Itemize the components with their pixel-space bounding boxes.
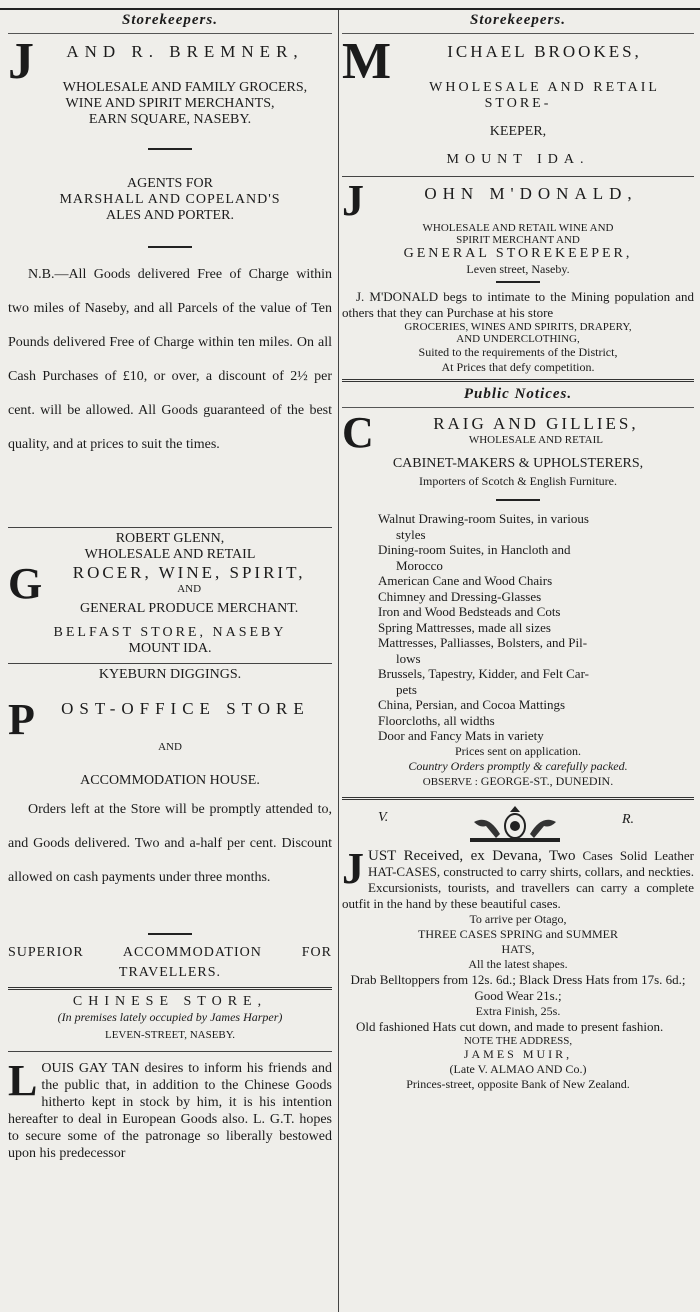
brookes-line1: WHOLESALE AND RETAIL STORE- — [429, 80, 660, 111]
kyeburn-title: KYEBURN DIGGINGS. — [98, 667, 242, 682]
mcdonald-line2: SPIRIT MERCHANT AND — [456, 234, 580, 246]
mcdonald-prices: At Prices that defy competition. — [441, 360, 595, 374]
left-section-header: Storekeepers. — [8, 12, 332, 34]
glenn-line2: ROCER, WINE, SPIRIT, — [72, 563, 306, 582]
mcdonald-suited: Suited to the requirements of the District, — [418, 345, 618, 359]
kyeburn-line2: ACCOMMODATION HOUSE. — [80, 773, 260, 788]
right-section-header: Storekeepers. — [342, 12, 694, 34]
craig-item: styles — [396, 526, 426, 542]
brookes-initial: M — [342, 33, 392, 90]
rule — [8, 527, 332, 528]
craig-item: Brussels, Tapestry, Kidder, and Felt Car- — [378, 666, 589, 681]
royal-crest-icon — [460, 804, 570, 844]
muir-body: Cases Solid Leather HAT-CASES, constructed to carry shirts, collars, and neckties. Excursionists, tourists, and travellers can carry a complete outfit in the hand by these beautiful cases. — [342, 847, 694, 911]
craig-gillies-advert — [342, 408, 694, 789]
glenn-line4: BELFAST STORE, NASEBY — [53, 625, 287, 640]
right-column — [342, 12, 694, 1092]
muir-line1: UST Received, ex Devana, Two — [368, 847, 576, 864]
short-rule — [148, 148, 192, 150]
mcdonald-name: OHN M'DONALD, — [424, 184, 638, 203]
bremner-line2: WINE AND SPIRIT MERCHANTS, — [65, 96, 275, 111]
bremner-advert — [8, 33, 332, 524]
mcdonald-goods1: GROCERIES, WINES AND SPIRITS, DRAPERY, — [404, 321, 632, 333]
mcdonald-line3: GENERAL STOREKEEPER, — [403, 246, 633, 261]
mcdonald-initial: J — [342, 176, 364, 225]
craig-country: Country Orders promptly & carefully packed. — [408, 758, 628, 773]
bremner-agents2: MARSHALL AND COPELAND'S — [59, 192, 281, 207]
kyeburn-advert — [8, 667, 332, 983]
bremner-initial: J — [8, 33, 34, 90]
craig-item-list — [342, 511, 694, 744]
muir-james: JAMES MUIR, — [463, 1046, 573, 1061]
chinese-body: OUIS GAY TAN desires to inform his friends and the public that, in addition to the Chinese Goods hitherto kept in stock by him, it is his intention hereafter to deal in European Goods also. L. G.T. hopes to secure some of the patronage so liberally bestowed upon his predecessor — [8, 1061, 332, 1161]
muir-hats: HATS, — [501, 941, 535, 956]
mcdonald-goods2: AND UNDERCLOTHING, — [456, 333, 580, 345]
brookes-name: ICHAEL BROOKES, — [447, 42, 642, 61]
muir-extra: Extra Finish, 25s. — [475, 1003, 561, 1018]
brookes-advert — [342, 33, 694, 168]
muir-arrive: To arrive per Otago, — [469, 911, 567, 926]
muir-initial: J — [342, 843, 364, 893]
craig-prices: Prices sent on application. — [455, 743, 581, 758]
glenn-and: AND — [177, 583, 202, 595]
mcdonald-advert — [342, 176, 694, 375]
kyeburn-superior: SUPERIOR ACCOMMODATION FOR TRAVELLERS. — [8, 945, 332, 980]
craig-item: pets — [396, 681, 417, 697]
craig-line2: CABINET-MAKERS & UPHOLSTERERS, — [392, 456, 644, 471]
muir-body-wrap — [342, 843, 694, 912]
muir-late: (Late V. ALMAO AND Co.) — [449, 1061, 587, 1076]
glenn-line3: GENERAL PRODUCE MERCHANT. — [80, 601, 299, 616]
column-divider — [338, 10, 339, 1312]
brookes-line3: MOUNT IDA. — [446, 152, 590, 167]
bremner-name: AND R. BREMNER, — [66, 42, 304, 61]
muir-advert — [342, 804, 694, 1092]
glenn-initial: G — [8, 559, 43, 608]
bremner-agents1: AGENTS FOR — [127, 176, 213, 191]
craig-initial: C — [342, 408, 374, 457]
craig-item: Mattresses, Palliasses, Bolsters, and Pil- — [378, 635, 588, 650]
craig-item: Floorcloths, all widths — [378, 712, 495, 728]
muir-latest: All the latest shapes. — [468, 956, 568, 971]
rule — [342, 176, 694, 177]
short-rule — [496, 281, 540, 283]
craig-item: Door and Fancy Mats in variety — [378, 728, 544, 743]
kyeburn-body: Orders left at the Store will be promptly attended to, and Goods delivered. Two and a-half per cent. Discount allowed on cash payments under three months. — [8, 802, 332, 885]
mcdonald-line1: WHOLESALE AND RETAIL WINE AND — [422, 222, 614, 234]
double-rule — [342, 797, 694, 800]
mcdonald-line4: Leven street, Naseby. — [466, 262, 570, 276]
kyeburn-initial: P — [8, 695, 35, 744]
short-rule — [148, 933, 192, 935]
chinese-body-wrap — [8, 1060, 332, 1196]
muir-note: NOTE THE ADDRESS, — [463, 1034, 573, 1047]
craig-item: lows — [396, 650, 421, 666]
craig-item: Morocco — [396, 557, 443, 573]
craig-item: American Cane and Wood Chairs — [378, 573, 553, 588]
muir-three: THREE CASES SPRING and SUMMER — [417, 926, 619, 941]
notices-header: Public Notices. — [342, 386, 694, 408]
bremner-agents3: ALES AND PORTER. — [106, 208, 234, 223]
muir-v: V. — [378, 809, 389, 825]
craig-item: Dining-room Suites, in Hancloth and — [378, 542, 571, 557]
kyeburn-line1: OST-OFFICE STORE — [61, 699, 310, 718]
rule — [8, 1051, 332, 1052]
chinese-store-advert — [8, 994, 332, 1196]
mcdonald-body: J. M'DONALD begs to intimate to the Mining population and others that they can Purchase at his store — [342, 289, 694, 320]
glenn-name: ROBERT GLENN, — [115, 531, 225, 546]
chinese-premises: (In premises lately occupied by James Harper) — [57, 1010, 283, 1024]
observe-label: OBSERVE : — [422, 775, 478, 788]
double-rule — [8, 987, 332, 990]
chinese-street: LEVEN-STREET, NASEBY. — [104, 1029, 236, 1041]
craig-observe — [342, 774, 694, 789]
left-column — [8, 12, 332, 1196]
craig-item: China, Persian, and Cocoa Mattings — [378, 697, 566, 712]
bremner-line1: WHOLESALE AND FAMILY GROCERS, — [62, 80, 308, 95]
glenn-line1: WHOLESALE AND RETAIL — [84, 547, 256, 562]
muir-drab: Drab Belltoppers from 12s. 6d.; Black Dress Hats from 17s. 6d.; Good Wear 21s.; — [350, 971, 686, 1003]
bremner-line3: EARN SQUARE, NASEBY. — [88, 112, 252, 127]
craig-line3: Importers of Scotch & English Furniture. — [419, 474, 617, 488]
top-rule — [0, 8, 700, 10]
chinese-title: CHINESE STORE, — [72, 994, 268, 1009]
double-rule — [342, 379, 694, 382]
craig-name: RAIG AND GILLIES, — [433, 414, 639, 433]
chinese-initial: L — [8, 1060, 38, 1105]
craig-line1: WHOLESALE AND RETAIL — [468, 434, 603, 446]
rule — [8, 663, 332, 664]
muir-r: R. — [621, 811, 634, 827]
brookes-line2: KEEPER, — [489, 124, 547, 139]
craig-item: Spring Mattresses, made all sizes — [378, 619, 551, 635]
muir-address: Princes-street, opposite Bank of New Zealand. — [406, 1076, 630, 1091]
craig-item: Iron and Wood Bedsteads and Cots — [378, 604, 561, 619]
craig-item: Chimney and Dressing-Glasses — [378, 588, 542, 604]
kyeburn-and: AND — [158, 741, 182, 753]
observe-address: GEORGE-ST., DUNEDIN. — [480, 773, 614, 788]
muir-old: Old fashioned Hats cut down, and made to present fashion. — [356, 1018, 664, 1034]
glenn-line5: MOUNT IDA. — [128, 641, 212, 656]
bremner-notice: N.B.—All Goods delivered Free of Charge within two miles of Naseby, and all Parcels of the value of Ten Pounds delivered Free of Charge within ten miles. On all Cash Purchases of £10, or over, a discount of 2½ per cent. will be allowed. All Goods guaranteed of the best quality, and at prices to suit the times. — [8, 267, 332, 452]
short-rule — [148, 246, 192, 248]
short-rule — [496, 499, 540, 501]
glenn-advert — [8, 531, 332, 657]
craig-item: Walnut Drawing-room Suites, in various — [378, 511, 589, 526]
